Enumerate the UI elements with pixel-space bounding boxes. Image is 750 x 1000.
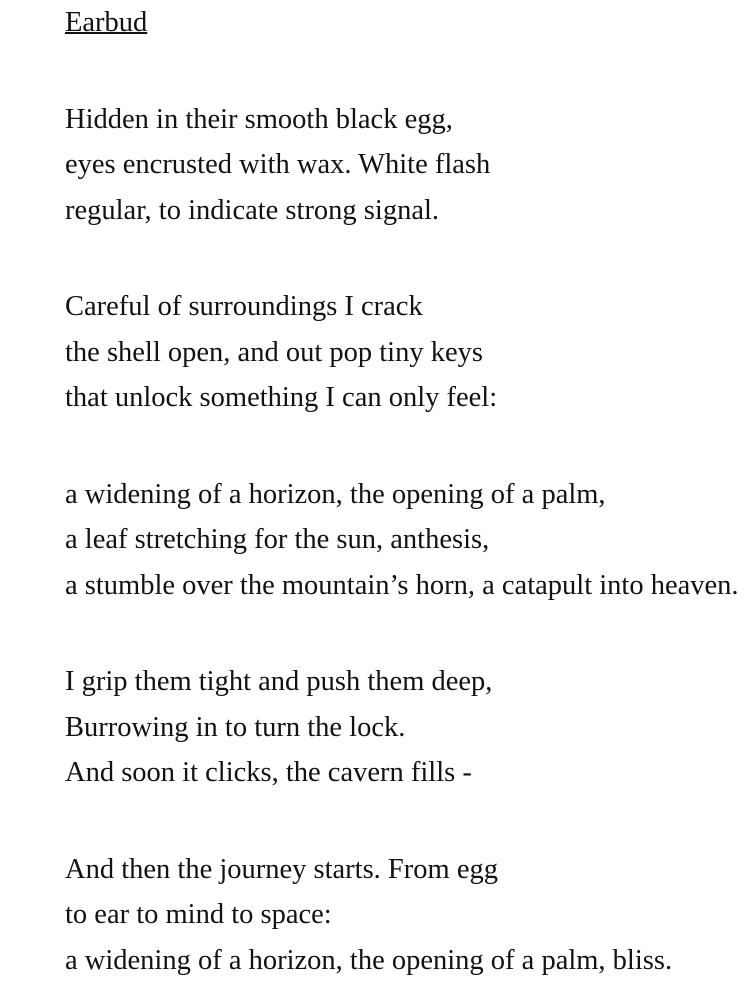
poem-line: Burrowing in to turn the lock. — [65, 711, 406, 743]
stanza — [65, 97, 746, 234]
poem-line: And then the journey starts. From egg — [65, 853, 498, 885]
poem-line: to ear to mind to space: — [65, 899, 332, 930]
poem-line: the shell open, and out pop tiny keys — [65, 336, 483, 368]
stanza — [65, 659, 746, 796]
poem-line: Careful of surroundings I crack — [65, 291, 423, 322]
poem-line: a stumble over the mountain’s horn, a catapult into heaven. — [65, 569, 739, 601]
poem-line: a widening of a horizon, the opening of a palm, bliss. — [65, 944, 673, 976]
stanza — [65, 472, 746, 609]
poem-line: eyes encrusted with wax. White flash — [65, 149, 491, 180]
poem-line: I grip them tight and push them deep, — [65, 666, 493, 697]
stanza — [65, 284, 746, 421]
stanza — [65, 847, 746, 984]
poem-line: Hidden in their smooth black egg, — [65, 103, 453, 135]
poem-line: regular, to indicate strong signal. — [65, 194, 440, 226]
poem-line: And soon it clicks, the cavern fills - — [65, 757, 472, 788]
poem-line: that unlock something I can only feel: — [65, 382, 498, 413]
poem-line: a leaf stretching for the sun, anthesis, — [65, 524, 490, 555]
poem-title: Earbud — [65, 7, 148, 38]
poem-line: a widening of a horizon, the opening of a palm, — [65, 478, 606, 510]
